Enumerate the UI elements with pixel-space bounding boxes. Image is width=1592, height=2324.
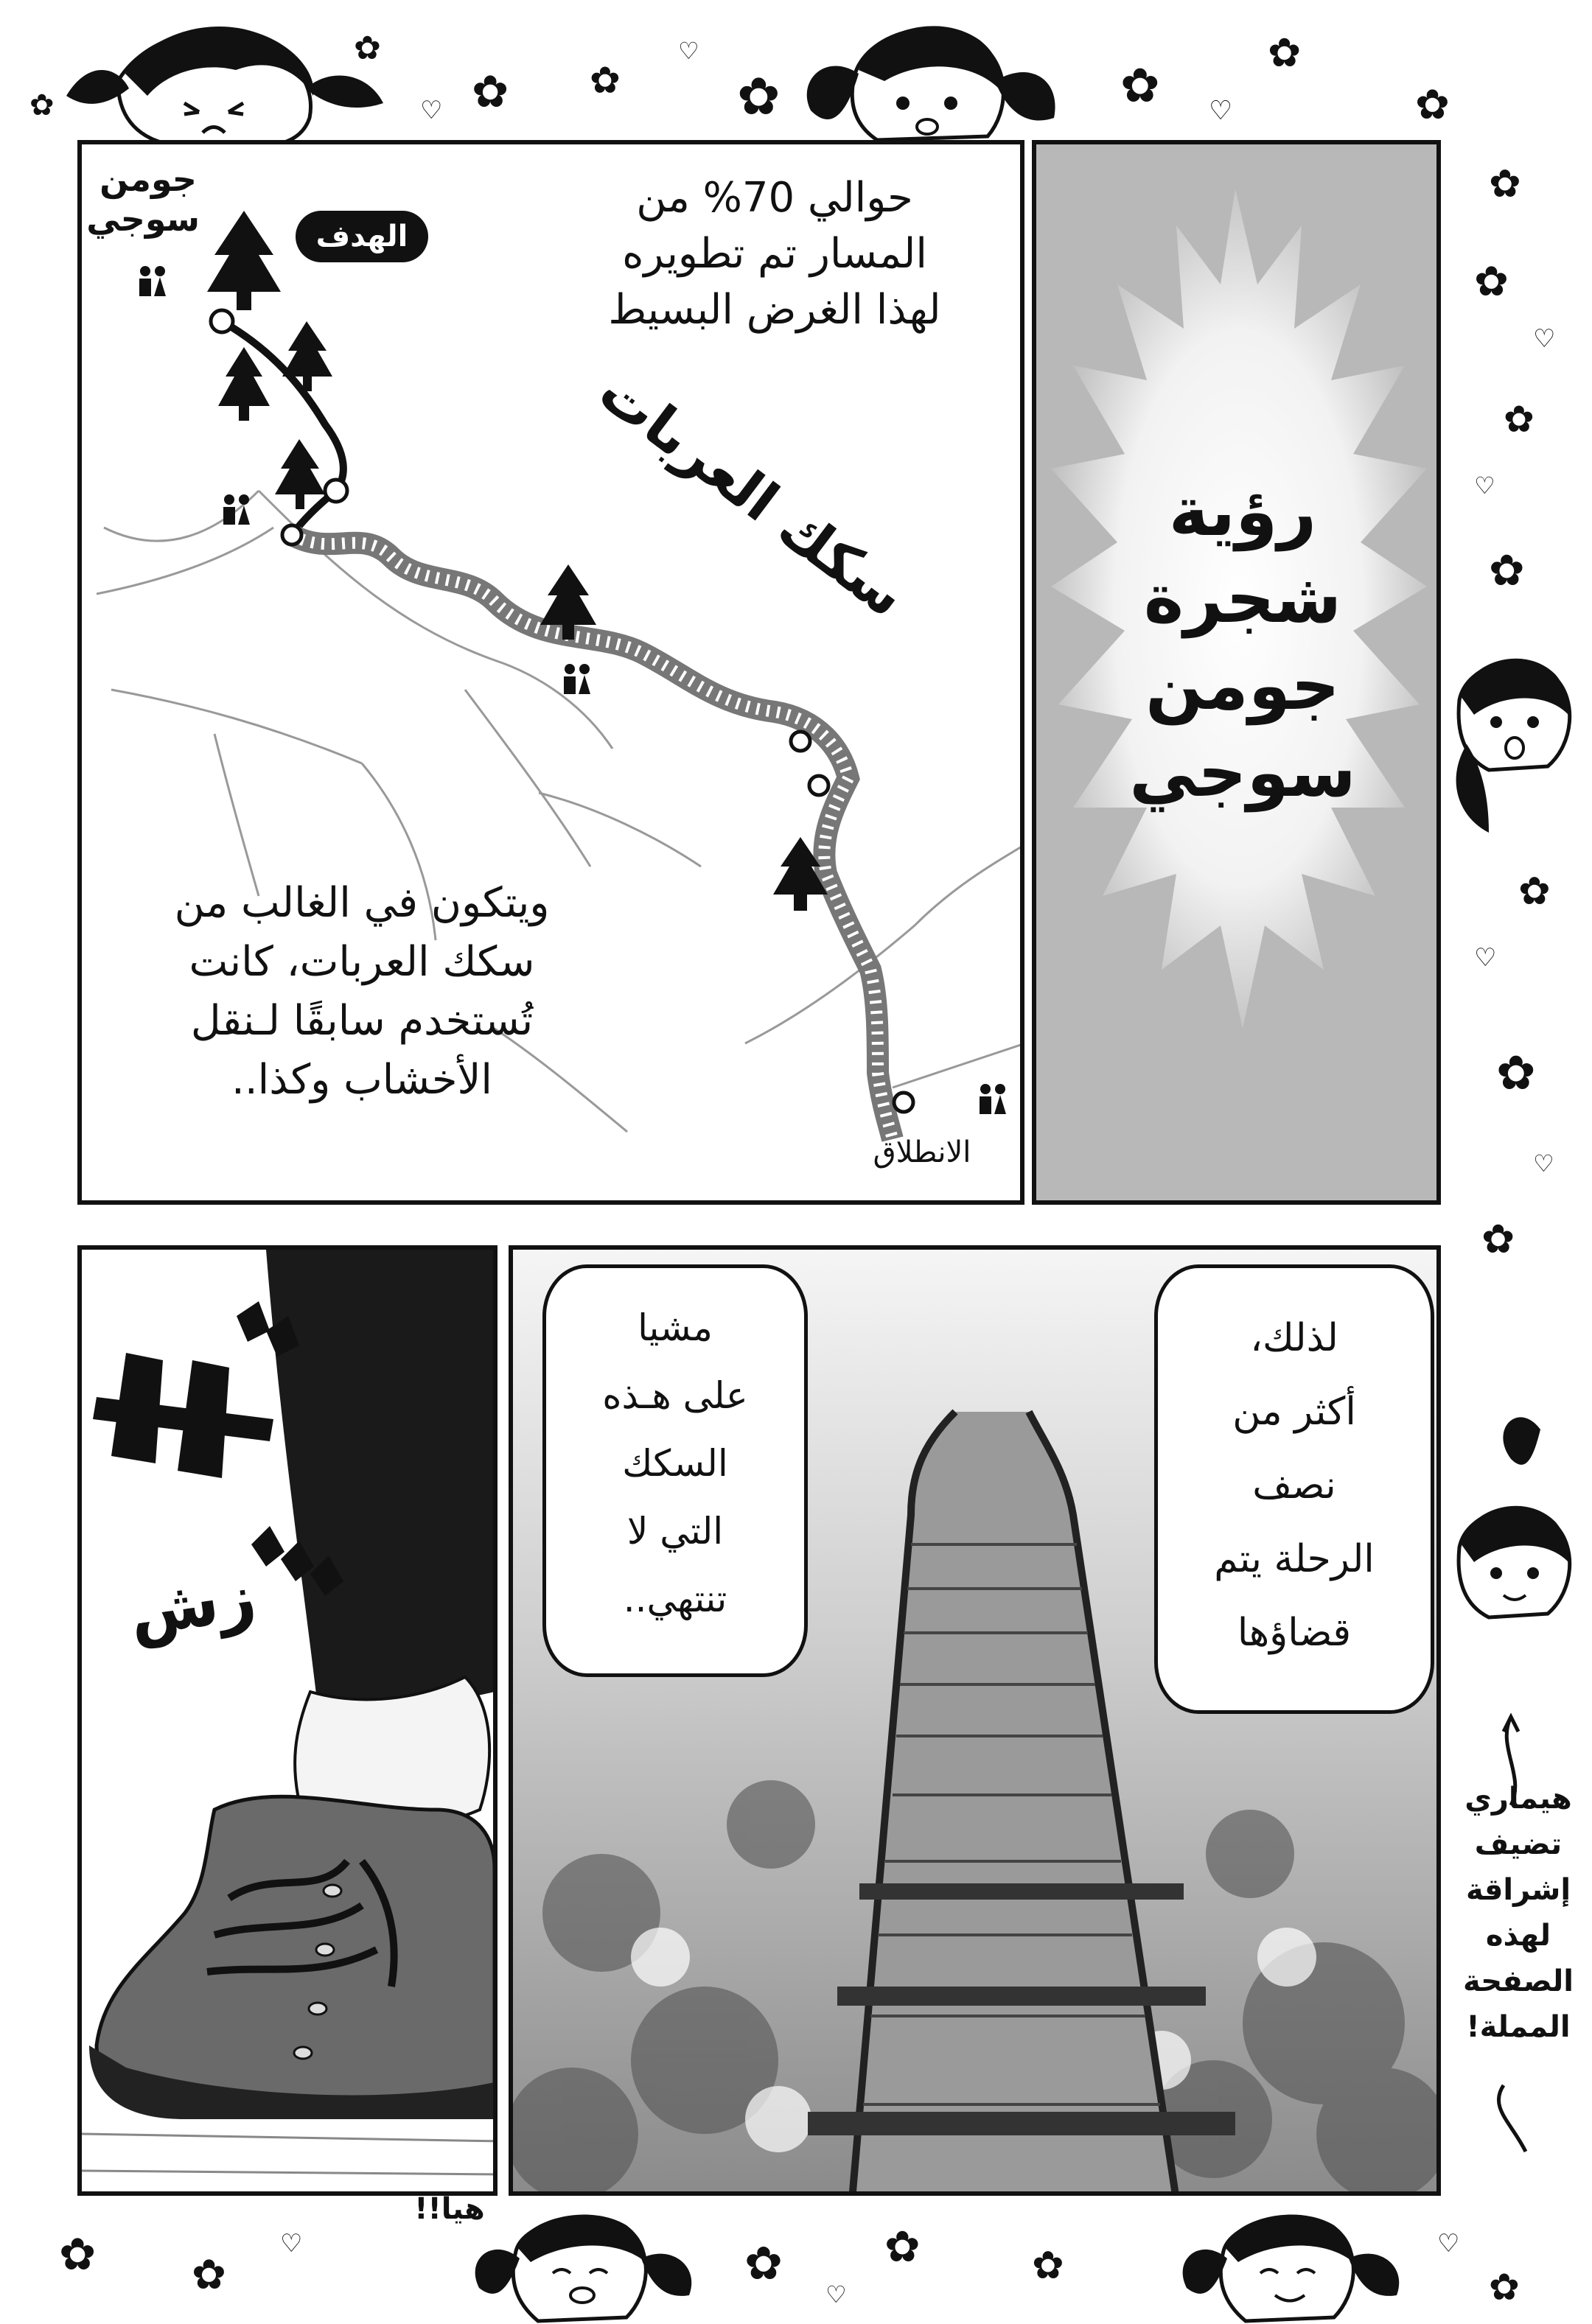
- mountain-name-label: جومن سوجي: [86, 159, 200, 239]
- hiking-boot-illustration: [82, 1250, 498, 2196]
- heart-icon: ♡: [1533, 324, 1556, 354]
- boot-panel: [77, 1245, 498, 2196]
- chibi-girl-icon: [1456, 659, 1570, 833]
- top-margin-decoration: [0, 0, 1592, 147]
- flower-icon: ✿: [1496, 1046, 1536, 1101]
- flower-icon: ✿: [1504, 398, 1535, 441]
- heart-icon: ♡: [420, 96, 443, 125]
- flower-icon: ✿: [472, 66, 509, 118]
- flower-icon: ✿: [1518, 869, 1551, 914]
- rail-track-label: سكك العربات: [587, 358, 918, 630]
- flower-icon: ✿: [1489, 2266, 1520, 2309]
- margin-side-note: هيماري تضيف إشراقة لهذه الصفحة المملة!: [1462, 1782, 1574, 2044]
- flower-icon: ✿: [59, 2229, 97, 2281]
- flower-icon: ✿: [737, 66, 781, 127]
- flower-icon: ✿: [192, 2251, 226, 2299]
- flower-icon: ✿: [744, 2236, 783, 2290]
- flower-icon: ✿: [1481, 1216, 1515, 1262]
- rail-panel: [509, 1245, 1441, 2196]
- goal-tag: الهدف: [296, 211, 428, 262]
- heart-icon: ♡: [1533, 1149, 1554, 1177]
- vision-text: رؤية شجرة جومن سوجي: [1129, 472, 1356, 812]
- heart-icon: ♡: [1437, 2229, 1460, 2258]
- flower-icon: ✿: [1489, 162, 1521, 206]
- bubble-left-text: مشيا على هـذه السكك التي لا تنتهي..: [602, 1306, 748, 1620]
- flower-icon: ✿: [354, 29, 381, 67]
- heart-icon: ♡: [1474, 472, 1495, 500]
- flower-icon: ✿: [1268, 29, 1302, 76]
- heart-icon: ♡: [1474, 943, 1497, 973]
- rail-composition-note: ويتكون في الغالب من سكك العربات، كانت تُستخدم سابقًا لـنقل الأخشاب وكذا..: [174, 879, 550, 1104]
- flower-icon: ✿: [1120, 59, 1160, 113]
- map-panel: [77, 140, 1024, 1205]
- sound-effect-text: زش: [124, 1558, 261, 1651]
- bottom-margin-decoration: [0, 2199, 1592, 2324]
- heart-icon: ♡: [678, 37, 699, 65]
- flower-icon: ✿: [29, 88, 55, 122]
- flower-icon: ✿: [1474, 258, 1509, 306]
- flower-icon: ✿: [884, 2222, 921, 2272]
- heart-icon: ♡: [1209, 96, 1233, 126]
- vision-panel: [1032, 140, 1441, 1205]
- route-percent-note: حوالي 70% من المسار تم تطويره لهذا الغرض البسيط: [608, 174, 941, 334]
- chibi-girl-icon: [475, 2215, 692, 2321]
- chibi-girl-icon: [1183, 2215, 1400, 2321]
- margin-bottom-note: هيا!!: [414, 2192, 485, 2226]
- flower-icon: ✿: [1415, 81, 1450, 129]
- flower-icon: ✿: [1032, 2244, 1064, 2288]
- flower-icon: ✿: [1489, 545, 1525, 595]
- chibi-girl-icon: [66, 27, 383, 146]
- start-label: الانطلاق: [873, 1135, 971, 1169]
- flower-icon: ✿: [590, 59, 621, 102]
- bubble-right-text: لذلك، أكثر من نصف الرحلة يتم قضاؤها: [1214, 1316, 1375, 1655]
- chibi-girl-icon: [807, 26, 1055, 140]
- heart-icon: ♡: [825, 2281, 847, 2309]
- heart-icon: ♡: [280, 2229, 303, 2258]
- chibi-girl-icon: [1459, 1417, 1570, 1617]
